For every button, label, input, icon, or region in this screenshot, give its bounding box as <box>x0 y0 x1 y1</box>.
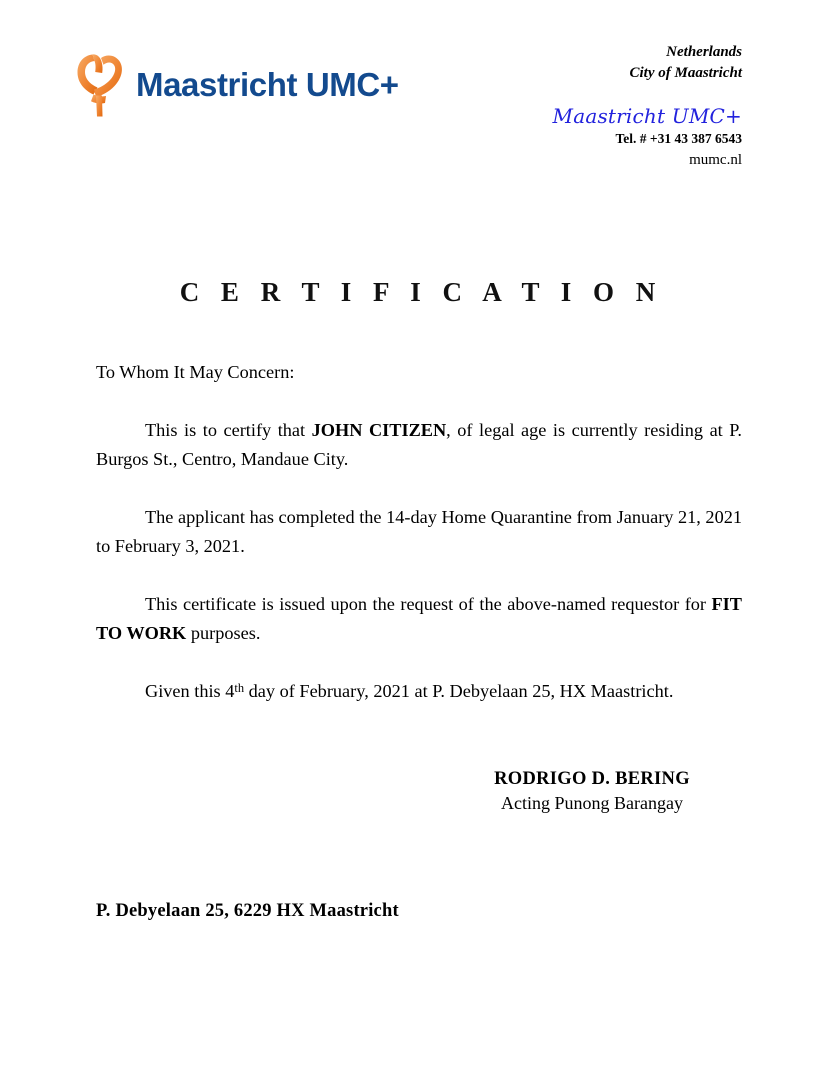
paragraph-certify <box>96 416 742 474</box>
paragraph-purpose <box>96 590 742 648</box>
given-prefix: Given this <box>145 681 226 701</box>
header-telephone: Tel. # +31 43 387 6543 <box>615 131 742 147</box>
purpose-prefix: This certificate is issued upon the request of the above-named requestor for <box>145 594 712 614</box>
header-city: City of Maastricht <box>629 64 742 81</box>
document-header <box>0 0 835 190</box>
given-suffix: day of February, 2021 at P. Debyelaan 25, HX Maastricht. <box>244 681 674 701</box>
maastricht-umc-tulip-logo-icon <box>72 48 128 120</box>
signatory-name: RODRIGO D. BERING <box>494 769 690 789</box>
paragraph-quarantine: The applicant has completed the 14-day Home Quarantine from January 21, 2021 to February 3, 2021. <box>96 507 742 556</box>
signatory-role: Acting Punong Barangay <box>501 793 683 814</box>
salutation: To Whom It May Concern: <box>96 362 295 382</box>
given-day-ordinal: th <box>234 680 245 695</box>
document-body <box>96 358 742 706</box>
paragraph-spacer <box>96 387 742 416</box>
header-website: mumc.nl <box>689 151 742 168</box>
header-organization-script: Maastricht UMC+ <box>552 104 742 129</box>
header-country: Netherlands <box>666 44 742 60</box>
paragraph-given-date <box>96 677 742 706</box>
page-title: C E R T I F I C A T I O N <box>179 277 663 307</box>
signature-block <box>442 768 742 816</box>
certify-prefix: This is to certify that <box>145 420 312 440</box>
purpose-suffix: purposes. <box>186 623 261 643</box>
header-contact-block <box>322 42 742 170</box>
certify-suffix: , of legal age is currently residing at P. Burgos St., Centro, Mandaue City. <box>96 420 742 469</box>
logo-wordmark: Maastricht UMC+ <box>136 65 399 103</box>
paragraph-spacer <box>96 648 742 677</box>
purpose-value: FIT TO WORK <box>96 594 742 643</box>
subject-name: JOHN CITIZEN <box>311 420 447 440</box>
footer-address: P. Debyelaan 25, 6229 HX Maastricht <box>96 901 399 921</box>
paragraph-spacer <box>96 474 742 503</box>
given-day-number: 4 <box>225 681 235 701</box>
paragraph-spacer <box>96 561 742 590</box>
